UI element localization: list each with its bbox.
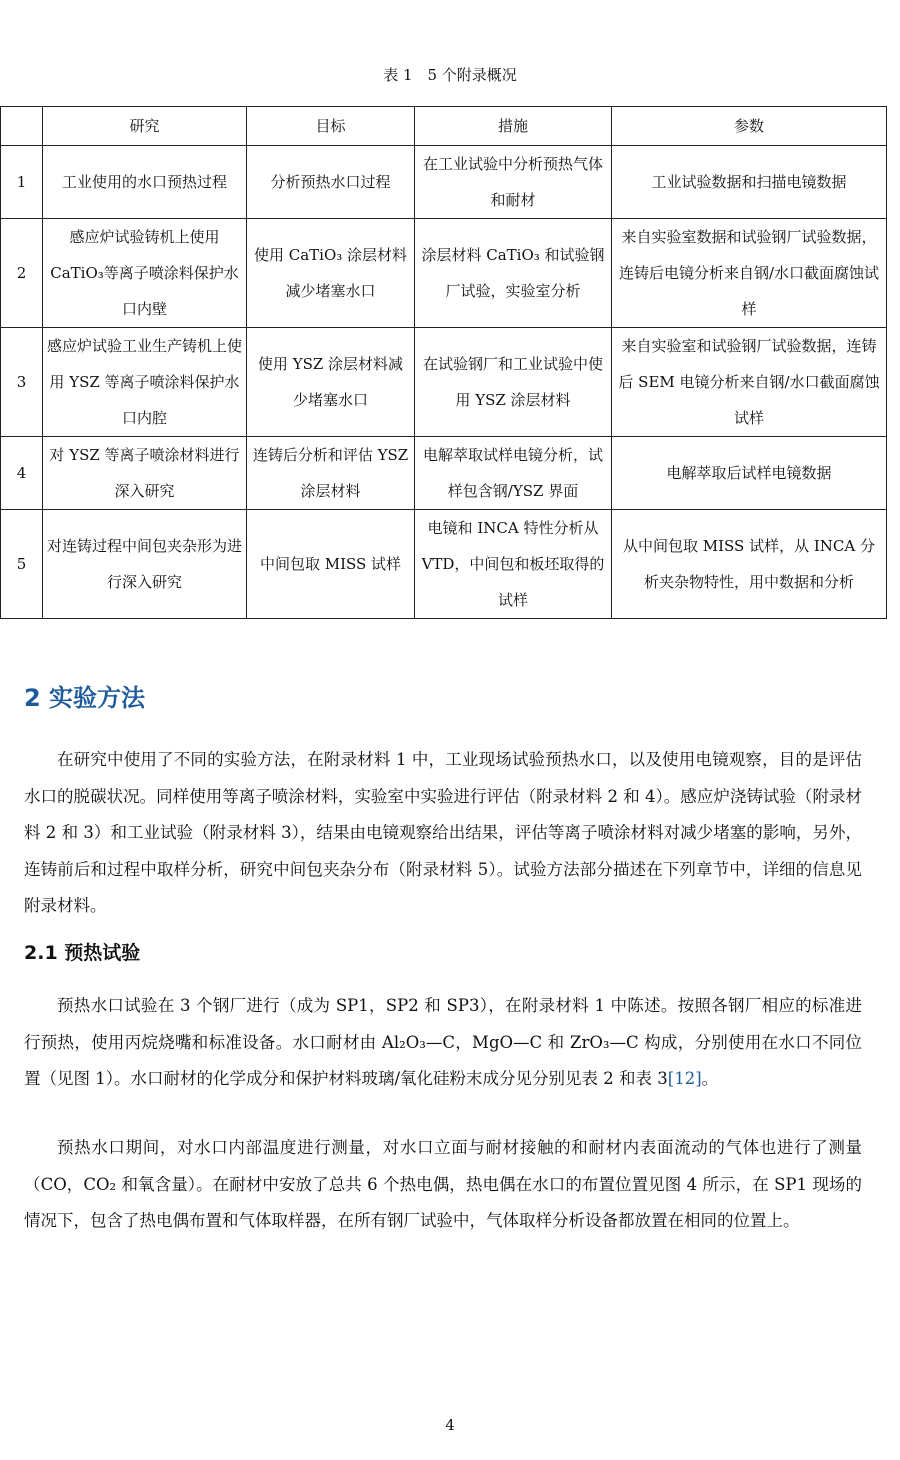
table-row xyxy=(1,510,887,619)
header-goal: 目标 xyxy=(247,107,415,146)
table-header-row xyxy=(1,107,887,146)
citation-link[interactable]: [12] xyxy=(667,1069,702,1089)
measure-cell: 涂层材料 CaTiO₃ 和试验钢厂试验，实验室分析 xyxy=(415,219,612,328)
goal-cell: 连铸后分析和评估 YSZ 涂层材料 xyxy=(247,437,415,510)
measure-cell: 电解萃取试样电镜分析，试样包含钢/YSZ 界面 xyxy=(415,437,612,510)
paragraph-preheat-text: 预热水口试验在 3 个钢厂进行（成为 SP1，SP2 和 SP3），在附录材料 1 中陈述。按照各钢厂相应的标准进行预热，使用丙烷烧嘴和标准设备。水口耐材由 Al₂O₃—C，MgO—C 和 ZrO₃—C 构成，分别使用在水口不同位置（见图 1）。水口耐材的化学成分和保护材料玻璃/氧化硅粉末成分见分别见表 2 和表 3 xyxy=(24,996,862,1089)
paragraph-methods: 在研究中使用了不同的实验方法，在附录材料 1 中，工业现场试验预热水口，以及使用电镜观察，目的是评估水口的脱碳状况。同样使用等离子喷涂材料，实验室中实验进行评估（附录材料 2 和 4）。感应炉浇铸试验（附录材料 2 和 3）和工业试验（附录材料 3），结果由电镜观察给出结果，评估等离子喷涂材料对减少堵塞的影响，另外，连铸前后和过程中取样分析，研究中间包夹杂分布（附录材料 5）。试验方法部分描述在下列章节中，详细的信息见附录材料。 xyxy=(24,750,862,916)
params-cell: 来自实验室和试验钢厂试验数据，连铸后 SEM 电镜分析来自钢/水口截面腐蚀试样 xyxy=(612,328,887,437)
params-cell: 从中间包取 MISS 试样，从 INCA 分析夹杂物特性，用中数据和分析 xyxy=(612,510,887,619)
params-cell: 电解萃取后试样电镜数据 xyxy=(612,437,887,510)
header-num xyxy=(1,107,43,146)
goal-cell: 使用 YSZ 涂层材料减少堵塞水口 xyxy=(247,328,415,437)
header-measure: 措施 xyxy=(415,107,612,146)
table-caption: 表 1 5 个附录概况 xyxy=(383,66,517,84)
header-research: 研究 xyxy=(43,107,247,146)
research-cell: 对连铸过程中间包夹杂形为进行深入研究 xyxy=(43,510,247,619)
goal-cell: 分析预热水口过程 xyxy=(247,146,415,219)
research-cell: 对 YSZ 等离子喷涂材料进行深入研究 xyxy=(43,437,247,510)
research-cell: 感应炉试验铸机上使用CaTiO₃等离子喷涂料保护水口内壁 xyxy=(43,219,247,328)
row-number: 2 xyxy=(1,219,43,328)
research-cell: 工业使用的水口预热过程 xyxy=(43,146,247,219)
params-cell: 工业试验数据和扫描电镜数据 xyxy=(612,146,887,219)
measure-cell: 在工业试验中分析预热气体和耐材 xyxy=(415,146,612,219)
row-number: 1 xyxy=(1,146,43,219)
goal-cell: 中间包取 MISS 试样 xyxy=(247,510,415,619)
params-cell: 来自实验室数据和试验钢厂试验数据，连铸后电镜分析来自钢/水口截面腐蚀试样 xyxy=(612,219,887,328)
research-cell: 感应炉试验工业生产铸机上使用 YSZ 等离子喷涂料保护水口内腔 xyxy=(43,328,247,437)
paragraph-preheat-end: 。 xyxy=(701,1069,719,1089)
row-number: 4 xyxy=(1,437,43,510)
goal-cell: 使用 CaTiO₃ 涂层材料减少堵塞水口 xyxy=(247,219,415,328)
measure-cell: 电镜和 INCA 特性分析从 VTD，中间包和板坯取得的试样 xyxy=(415,510,612,619)
section-heading: 2 实验方法 xyxy=(24,684,146,712)
table-row xyxy=(1,328,887,437)
header-params: 参数 xyxy=(612,107,887,146)
page-number: 4 xyxy=(445,1416,455,1434)
subsection-heading: 2.1 预热试验 xyxy=(24,942,141,964)
paragraph-preheat xyxy=(24,988,862,1098)
row-number: 5 xyxy=(1,510,43,619)
measure-cell: 在试验钢厂和工业试验中使用 YSZ 涂层材料 xyxy=(415,328,612,437)
table-row xyxy=(1,219,887,328)
table-row xyxy=(1,437,887,510)
appendix-table xyxy=(0,106,887,619)
row-number: 3 xyxy=(1,328,43,437)
paragraph-measurement: 预热水口期间，对水口内部温度进行测量，对水口立面与耐材接触的和耐材内表面流动的气体也进行了测量（CO，CO₂ 和氧含量）。在耐材中安放了总共 6 个热电偶，热电偶在水口的布置位置见图 4 所示，在 SP1 现场的情况下，包含了热电偶布置和气体取样器，在所有钢厂试验中，气体取样分析设备都放置在相同的位置上。 xyxy=(24,1138,862,1231)
table-row xyxy=(1,146,887,219)
